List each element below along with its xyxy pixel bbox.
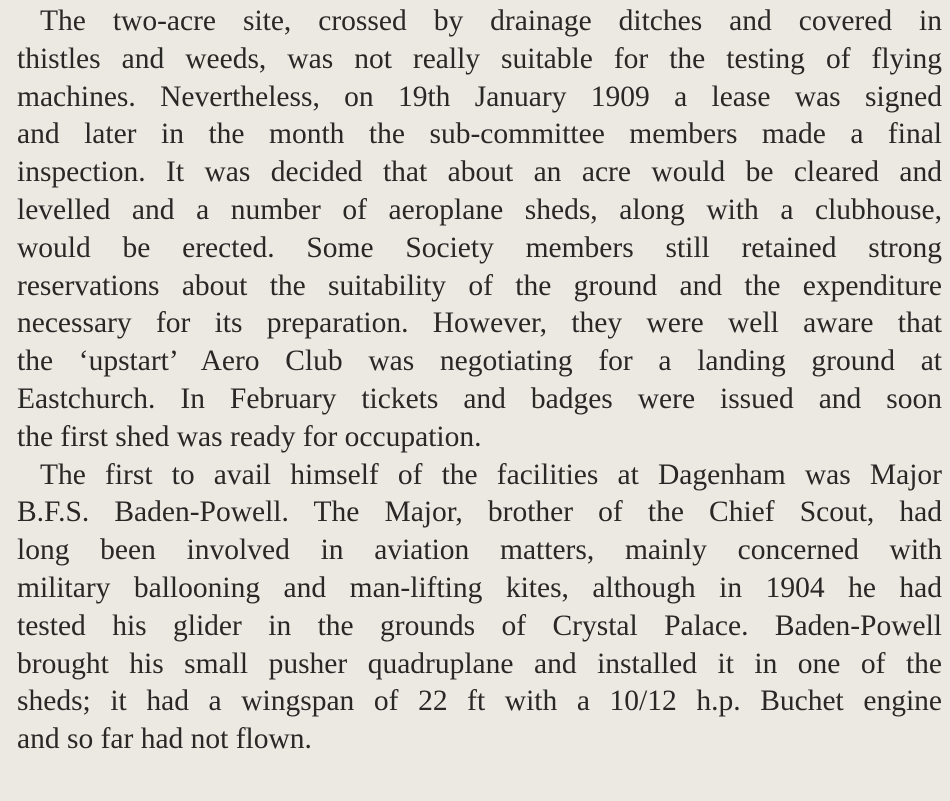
- text-line: machines. Nevertheless, on 19th January 1909 a lease was signed: [17, 80, 942, 113]
- text-line: B.F.S. Baden-Powell. The Major, brother of the Chief Scout, had: [17, 496, 942, 529]
- text-line: sheds; it had a wingspan of 22 ft with a 10/12 h.p. Buchet engine: [17, 685, 942, 718]
- paragraph-1: [17, 3, 942, 457]
- paragraph-2: [17, 457, 942, 759]
- text-line: levelled and a number of aeroplane sheds, along with a clubhouse,: [17, 193, 942, 226]
- text-line: the first shed was ready for occupation.: [17, 420, 482, 453]
- text-line: thistles and weeds, was not really suitable for the testing of flying: [17, 42, 942, 75]
- text-line: brought his small pusher quadruplane and installed it in one of the: [17, 647, 942, 680]
- text-line: and later in the month the sub-committee members made a final: [17, 118, 942, 151]
- text-line: Eastchurch. In February tickets and badges were issued and soon: [17, 382, 942, 415]
- text-line: tested his glider in the grounds of Crystal Palace. Baden-Powell: [17, 609, 942, 642]
- text-line: The first to avail himself of the facilities at Dagenham was Major: [40, 458, 942, 491]
- text-line: military ballooning and man-lifting kites, although in 1904 he had: [17, 571, 942, 604]
- text-line: and so far had not flown.: [17, 723, 312, 756]
- text-line: inspection. It was decided that about an acre would be cleared and: [17, 156, 942, 189]
- text-line: The two-acre site, crossed by drainage ditches and covered in: [40, 5, 942, 37]
- text-line: reservations about the suitability of the ground and the expenditure: [17, 269, 942, 302]
- text-line: would be erected. Some Society members still retained strong: [17, 231, 942, 264]
- text-line: necessary for its preparation. However, they were well aware that: [17, 307, 942, 340]
- text-line: long been involved in aviation matters, mainly concerned with: [17, 534, 942, 567]
- text-line: the ‘upstart’ Aero Club was negotiating for a landing ground at: [17, 345, 942, 378]
